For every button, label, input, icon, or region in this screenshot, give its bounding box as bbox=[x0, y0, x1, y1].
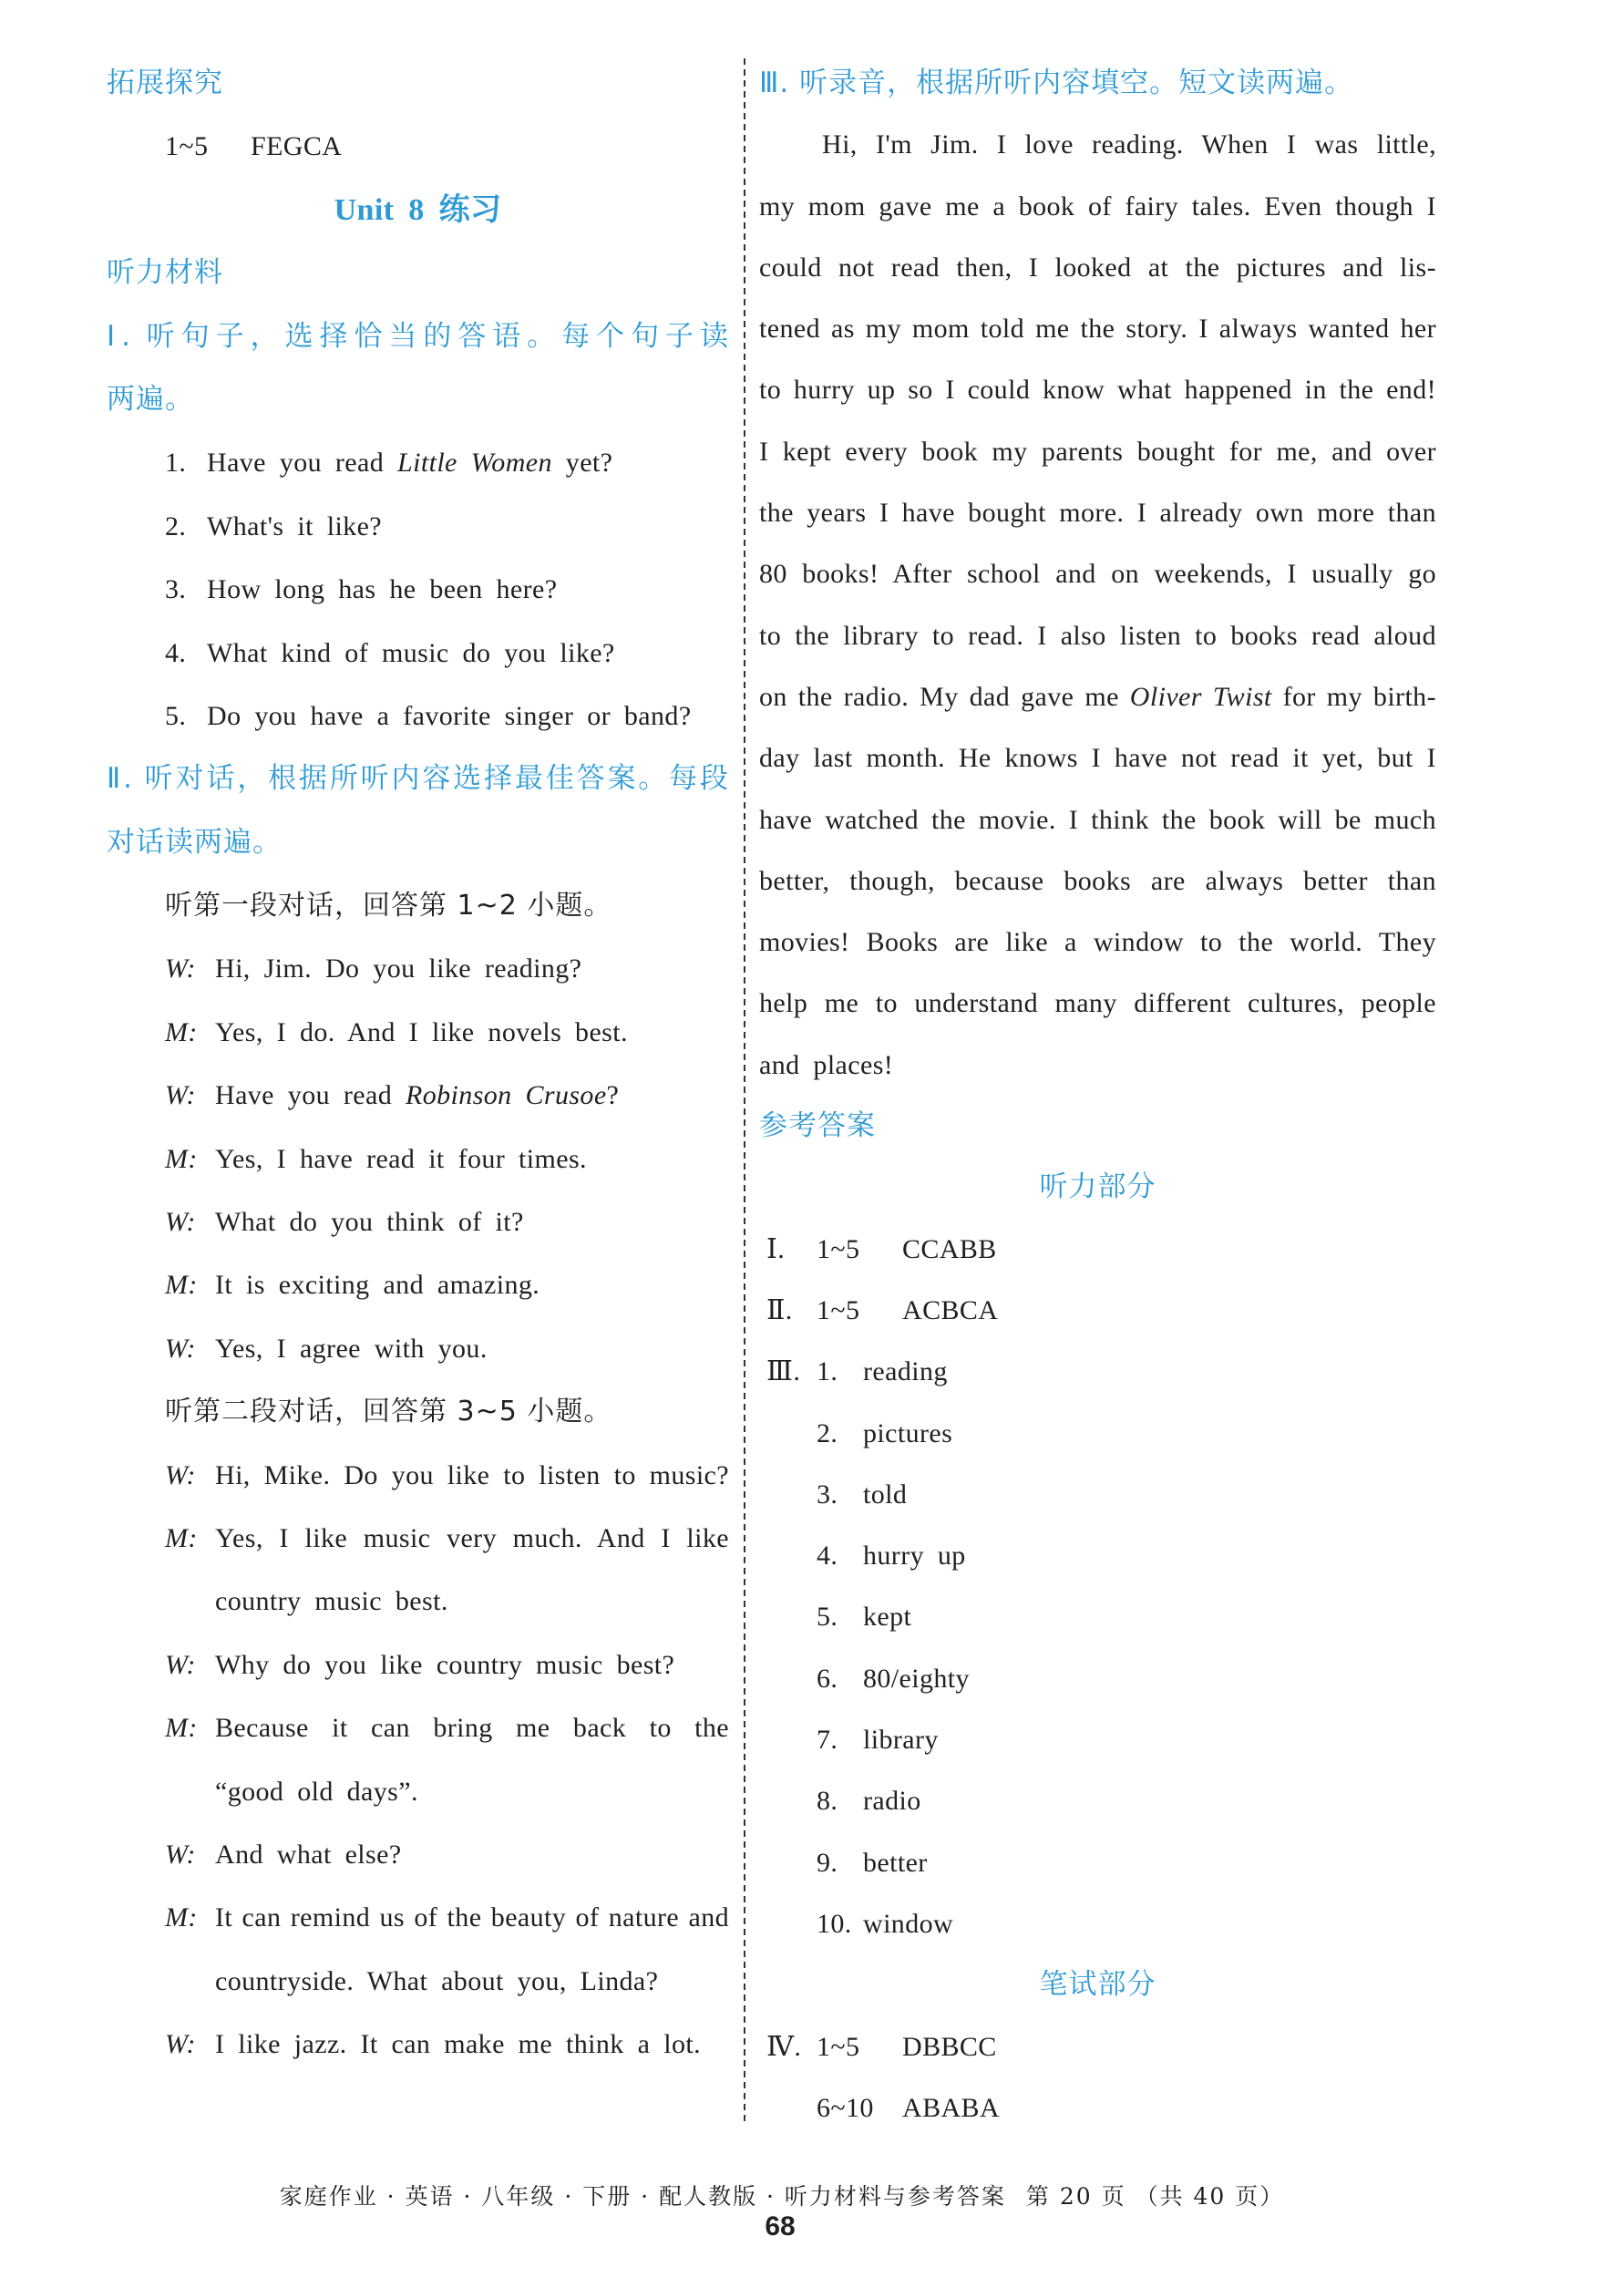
passage-line: movies! Books are like a window to the world. They bbox=[759, 927, 1436, 958]
passage-line: the years I have bought more. I already own more than bbox=[759, 498, 1436, 529]
answer-key: ABABA bbox=[902, 2092, 1001, 2123]
passage-line: better, though, because books are always better than bbox=[759, 865, 1436, 896]
passage-line: could not read then, I looked at the pictures and lis- bbox=[759, 252, 1436, 283]
extension-answer bbox=[107, 115, 729, 178]
footer-text: 家庭作业 · 英语 · 八年级 · 下册 · 配人教版 · 听力材料与参考答案 bbox=[279, 2183, 1006, 2210]
dialogue-text: It is exciting and amazing. bbox=[215, 1270, 540, 1301]
dialogue-line bbox=[107, 1128, 729, 1190]
page-footer bbox=[273, 2179, 1290, 2211]
answer-row bbox=[759, 1770, 1436, 1831]
answer-row bbox=[759, 1341, 1436, 1402]
listening-heading: 听力部分 bbox=[1039, 1170, 1156, 1204]
dialogue-text: Yes, I like music very much. And I like bbox=[215, 1522, 729, 1553]
passage-line: I kept every book my parents bought for me, and over bbox=[759, 436, 1436, 467]
sentence-text: What's it like? bbox=[207, 510, 383, 541]
sentence-text: Have you read bbox=[207, 448, 398, 479]
materials-heading: 听力材料 bbox=[107, 256, 223, 290]
unit-title: Unit 8 练习 bbox=[334, 192, 502, 227]
dialogue-text: Why do you like country music best? bbox=[215, 1649, 675, 1680]
dialogue-line bbox=[107, 1064, 729, 1127]
footer-page-info: 第 20 页 （共 40 页） bbox=[1025, 2183, 1285, 2210]
sentence-item bbox=[107, 622, 729, 685]
dialogue-text: Because it can bring me back to the bbox=[215, 1713, 729, 1744]
dialogue-text: Hi, Jim. Do you like reading? bbox=[215, 953, 582, 984]
answer-word: library bbox=[863, 1725, 939, 1756]
answer-number: 5. bbox=[817, 1602, 838, 1633]
sentence-text: Do you have a favorite singer or band? bbox=[207, 700, 692, 731]
sentence-item bbox=[107, 495, 729, 558]
answers-heading: 参考答案 bbox=[759, 1109, 876, 1143]
answer-word: reading bbox=[863, 1356, 948, 1387]
part-label: Ⅳ. bbox=[766, 2031, 802, 2062]
answer-number: 9. bbox=[817, 1847, 838, 1878]
answer-word: better bbox=[863, 1847, 928, 1878]
answer-row bbox=[759, 1464, 1436, 1525]
answer-word: radio bbox=[863, 1786, 921, 1817]
dialogue-line bbox=[107, 1823, 729, 1886]
book-title: Oliver Twist bbox=[1129, 681, 1272, 712]
part-label: Ⅰ. bbox=[766, 1233, 786, 1264]
dialogue-line bbox=[107, 1634, 729, 1696]
answer-word: kept bbox=[863, 1602, 912, 1633]
answer-row bbox=[759, 2016, 1436, 2077]
dialogue1-intro: 听第一段对话，回答第 1~2 小题。 bbox=[165, 890, 612, 922]
book-title: Little Women bbox=[397, 448, 552, 479]
dialogue-text: Yes, I do. And I like novels best. bbox=[215, 1016, 628, 1047]
answer-word: pictures bbox=[863, 1417, 953, 1448]
part2-heading-line2: 对话读两遍。 bbox=[107, 825, 282, 859]
right-column bbox=[759, 53, 1436, 2139]
passage-line: 80 books! After school and on weekends, I usually go bbox=[759, 559, 1436, 590]
dialogue-continuation: “good old days”. bbox=[215, 1776, 418, 1807]
dialogue-line bbox=[107, 1507, 729, 1570]
speaker-label: M: bbox=[165, 1522, 198, 1553]
passage-line: tened as my mom told me the story. I always wanted her bbox=[759, 314, 1436, 345]
sentence-number: 3. bbox=[165, 574, 187, 605]
book-title: Robinson Crusoe bbox=[406, 1080, 607, 1111]
answer-row bbox=[759, 1525, 1436, 1586]
answer-row bbox=[759, 1403, 1436, 1464]
answer-key: ACBCA bbox=[902, 1294, 999, 1325]
passage-line: help me to understand many different cultures, people bbox=[759, 988, 1436, 1019]
dialogue-text: Have you read bbox=[215, 1080, 406, 1111]
answer-key: DBBCC bbox=[902, 2031, 997, 2062]
sentence-text: What kind of music do you like? bbox=[207, 637, 615, 668]
dialogue-line bbox=[107, 1317, 729, 1380]
passage-text: on the radio. My dad gave me bbox=[759, 681, 1130, 712]
sentence-number: 1. bbox=[165, 448, 187, 479]
dialogue-line bbox=[107, 2013, 729, 2076]
answer-number: 4. bbox=[817, 1541, 838, 1572]
column-divider bbox=[744, 58, 745, 2123]
dialogue-line bbox=[107, 1444, 729, 1507]
answer-word: window bbox=[863, 1908, 954, 1939]
extension-key: FEGCA bbox=[251, 131, 343, 162]
passage-line: Hi, I'm Jim. I love reading. When I was little, bbox=[822, 129, 1436, 160]
speaker-label: W: bbox=[165, 1839, 196, 1870]
sentence-text: yet? bbox=[551, 448, 613, 479]
answer-word: told bbox=[863, 1479, 908, 1510]
dialogue-line bbox=[107, 1253, 729, 1316]
answer-row bbox=[759, 1219, 1436, 1280]
passage-line: day last month. He knows I have not read it yet, but I bbox=[759, 743, 1436, 774]
speaker-label: W: bbox=[165, 1333, 196, 1364]
part-label: Ⅲ. bbox=[766, 1356, 801, 1387]
answer-row bbox=[759, 1586, 1436, 1647]
sentence-item bbox=[107, 685, 729, 747]
passage-line: have watched the movie. I think the book will be much bbox=[759, 804, 1436, 835]
answer-row bbox=[759, 1648, 1436, 1709]
dialogue-text: Yes, I have read it four times. bbox=[215, 1143, 587, 1174]
dialogue-continuation: country music best. bbox=[215, 1586, 448, 1617]
answer-word: 80/eighty bbox=[863, 1663, 970, 1694]
dialogue-text: Hi, Mike. Do you like to listen to music? bbox=[215, 1459, 729, 1490]
dialogue-continuation: countryside. What about you, Linda? bbox=[215, 1965, 659, 1996]
answer-key: CCABB bbox=[902, 1233, 997, 1264]
speaker-label: W: bbox=[165, 1649, 196, 1680]
speaker-label: M: bbox=[165, 1902, 198, 1933]
writing-heading: 笔试部分 bbox=[1039, 1968, 1156, 2002]
left-column bbox=[107, 52, 729, 2077]
speaker-label: M: bbox=[165, 1143, 198, 1174]
sentence-number: 2. bbox=[165, 510, 187, 541]
speaker-label: W: bbox=[165, 1080, 196, 1111]
sentence-item bbox=[107, 558, 729, 621]
answer-number: 8. bbox=[817, 1786, 838, 1817]
answer-row bbox=[759, 1280, 1436, 1341]
passage-line: to the library to read. I also listen to books read aloud bbox=[759, 620, 1436, 651]
dialogue2-intro: 听第二段对话，回答第 3~5 小题。 bbox=[165, 1396, 612, 1428]
speaker-label: M: bbox=[165, 1270, 198, 1301]
answer-row bbox=[759, 1893, 1436, 1954]
part3-heading: Ⅲ. 听录音，根据所听内容填空。短文读两遍。 bbox=[759, 67, 1354, 99]
dialogue-line bbox=[107, 937, 729, 1000]
speaker-label: W: bbox=[165, 953, 196, 984]
answer-number: 2. bbox=[817, 1417, 838, 1448]
dialogue-text: It can remind us of the beauty of nature and bbox=[215, 1902, 729, 1933]
answer-number: 7. bbox=[817, 1725, 838, 1756]
answer-number: 10. bbox=[817, 1908, 852, 1939]
speaker-label: W: bbox=[165, 2029, 196, 2060]
page-number: 68 bbox=[765, 2211, 796, 2242]
extension-range: 1~5 bbox=[165, 131, 209, 162]
sentence-item bbox=[107, 431, 729, 494]
dialogue-text: What do you think of it? bbox=[215, 1207, 524, 1238]
passage-line bbox=[759, 666, 1436, 727]
answer-row bbox=[759, 1832, 1436, 1893]
passage-line: my mom gave me a book of fairy tales. Even though I bbox=[759, 191, 1436, 222]
part2-heading-line1: Ⅱ. 听对话，根据所听内容选择最佳答案。每段 bbox=[107, 762, 729, 796]
answer-number: 3. bbox=[817, 1479, 838, 1510]
speaker-label: W: bbox=[165, 1207, 196, 1238]
part1-heading-line2: 两遍。 bbox=[107, 382, 194, 416]
passage-line: to hurry up so I could know what happened in the end! bbox=[759, 375, 1436, 406]
sentence-number: 5. bbox=[165, 700, 187, 731]
speaker-label: W: bbox=[165, 1459, 196, 1490]
part1-heading-line1: Ⅰ. 听句子，选择恰当的答语。每个句子读 bbox=[107, 319, 729, 353]
dialogue-line bbox=[107, 1001, 729, 1064]
answer-number: 6. bbox=[817, 1663, 838, 1694]
sentence-text: How long has he been here? bbox=[207, 574, 558, 605]
dialogue-line bbox=[107, 1190, 729, 1253]
dialogue-line bbox=[107, 1886, 729, 1949]
answer-range: 1~5 bbox=[817, 1294, 860, 1325]
answer-range: 1~5 bbox=[817, 2031, 860, 2062]
part-label: Ⅱ. bbox=[766, 1294, 793, 1325]
dialogue-text: Yes, I agree with you. bbox=[215, 1333, 488, 1364]
answer-range: 6~10 bbox=[817, 2092, 874, 2123]
answer-row bbox=[759, 2077, 1436, 2139]
answer-range: 1~5 bbox=[817, 1233, 860, 1264]
speaker-label: M: bbox=[165, 1016, 198, 1047]
answer-row bbox=[759, 1709, 1436, 1770]
passage-text: for my birth- bbox=[1271, 681, 1436, 712]
dialogue-text: And what else? bbox=[215, 1839, 402, 1870]
sentence-number: 4. bbox=[165, 637, 187, 668]
dialogue-line bbox=[107, 1696, 729, 1759]
dialogue-text: I like jazz. It can make me think a lot. bbox=[215, 2029, 701, 2060]
dialogue-text: ? bbox=[606, 1080, 620, 1111]
extension-heading: 拓展探究 bbox=[107, 67, 223, 99]
passage-line: and places! bbox=[759, 1049, 894, 1080]
answer-number: 1. bbox=[817, 1356, 838, 1387]
answer-word: hurry up bbox=[863, 1541, 966, 1572]
speaker-label: M: bbox=[165, 1713, 198, 1744]
